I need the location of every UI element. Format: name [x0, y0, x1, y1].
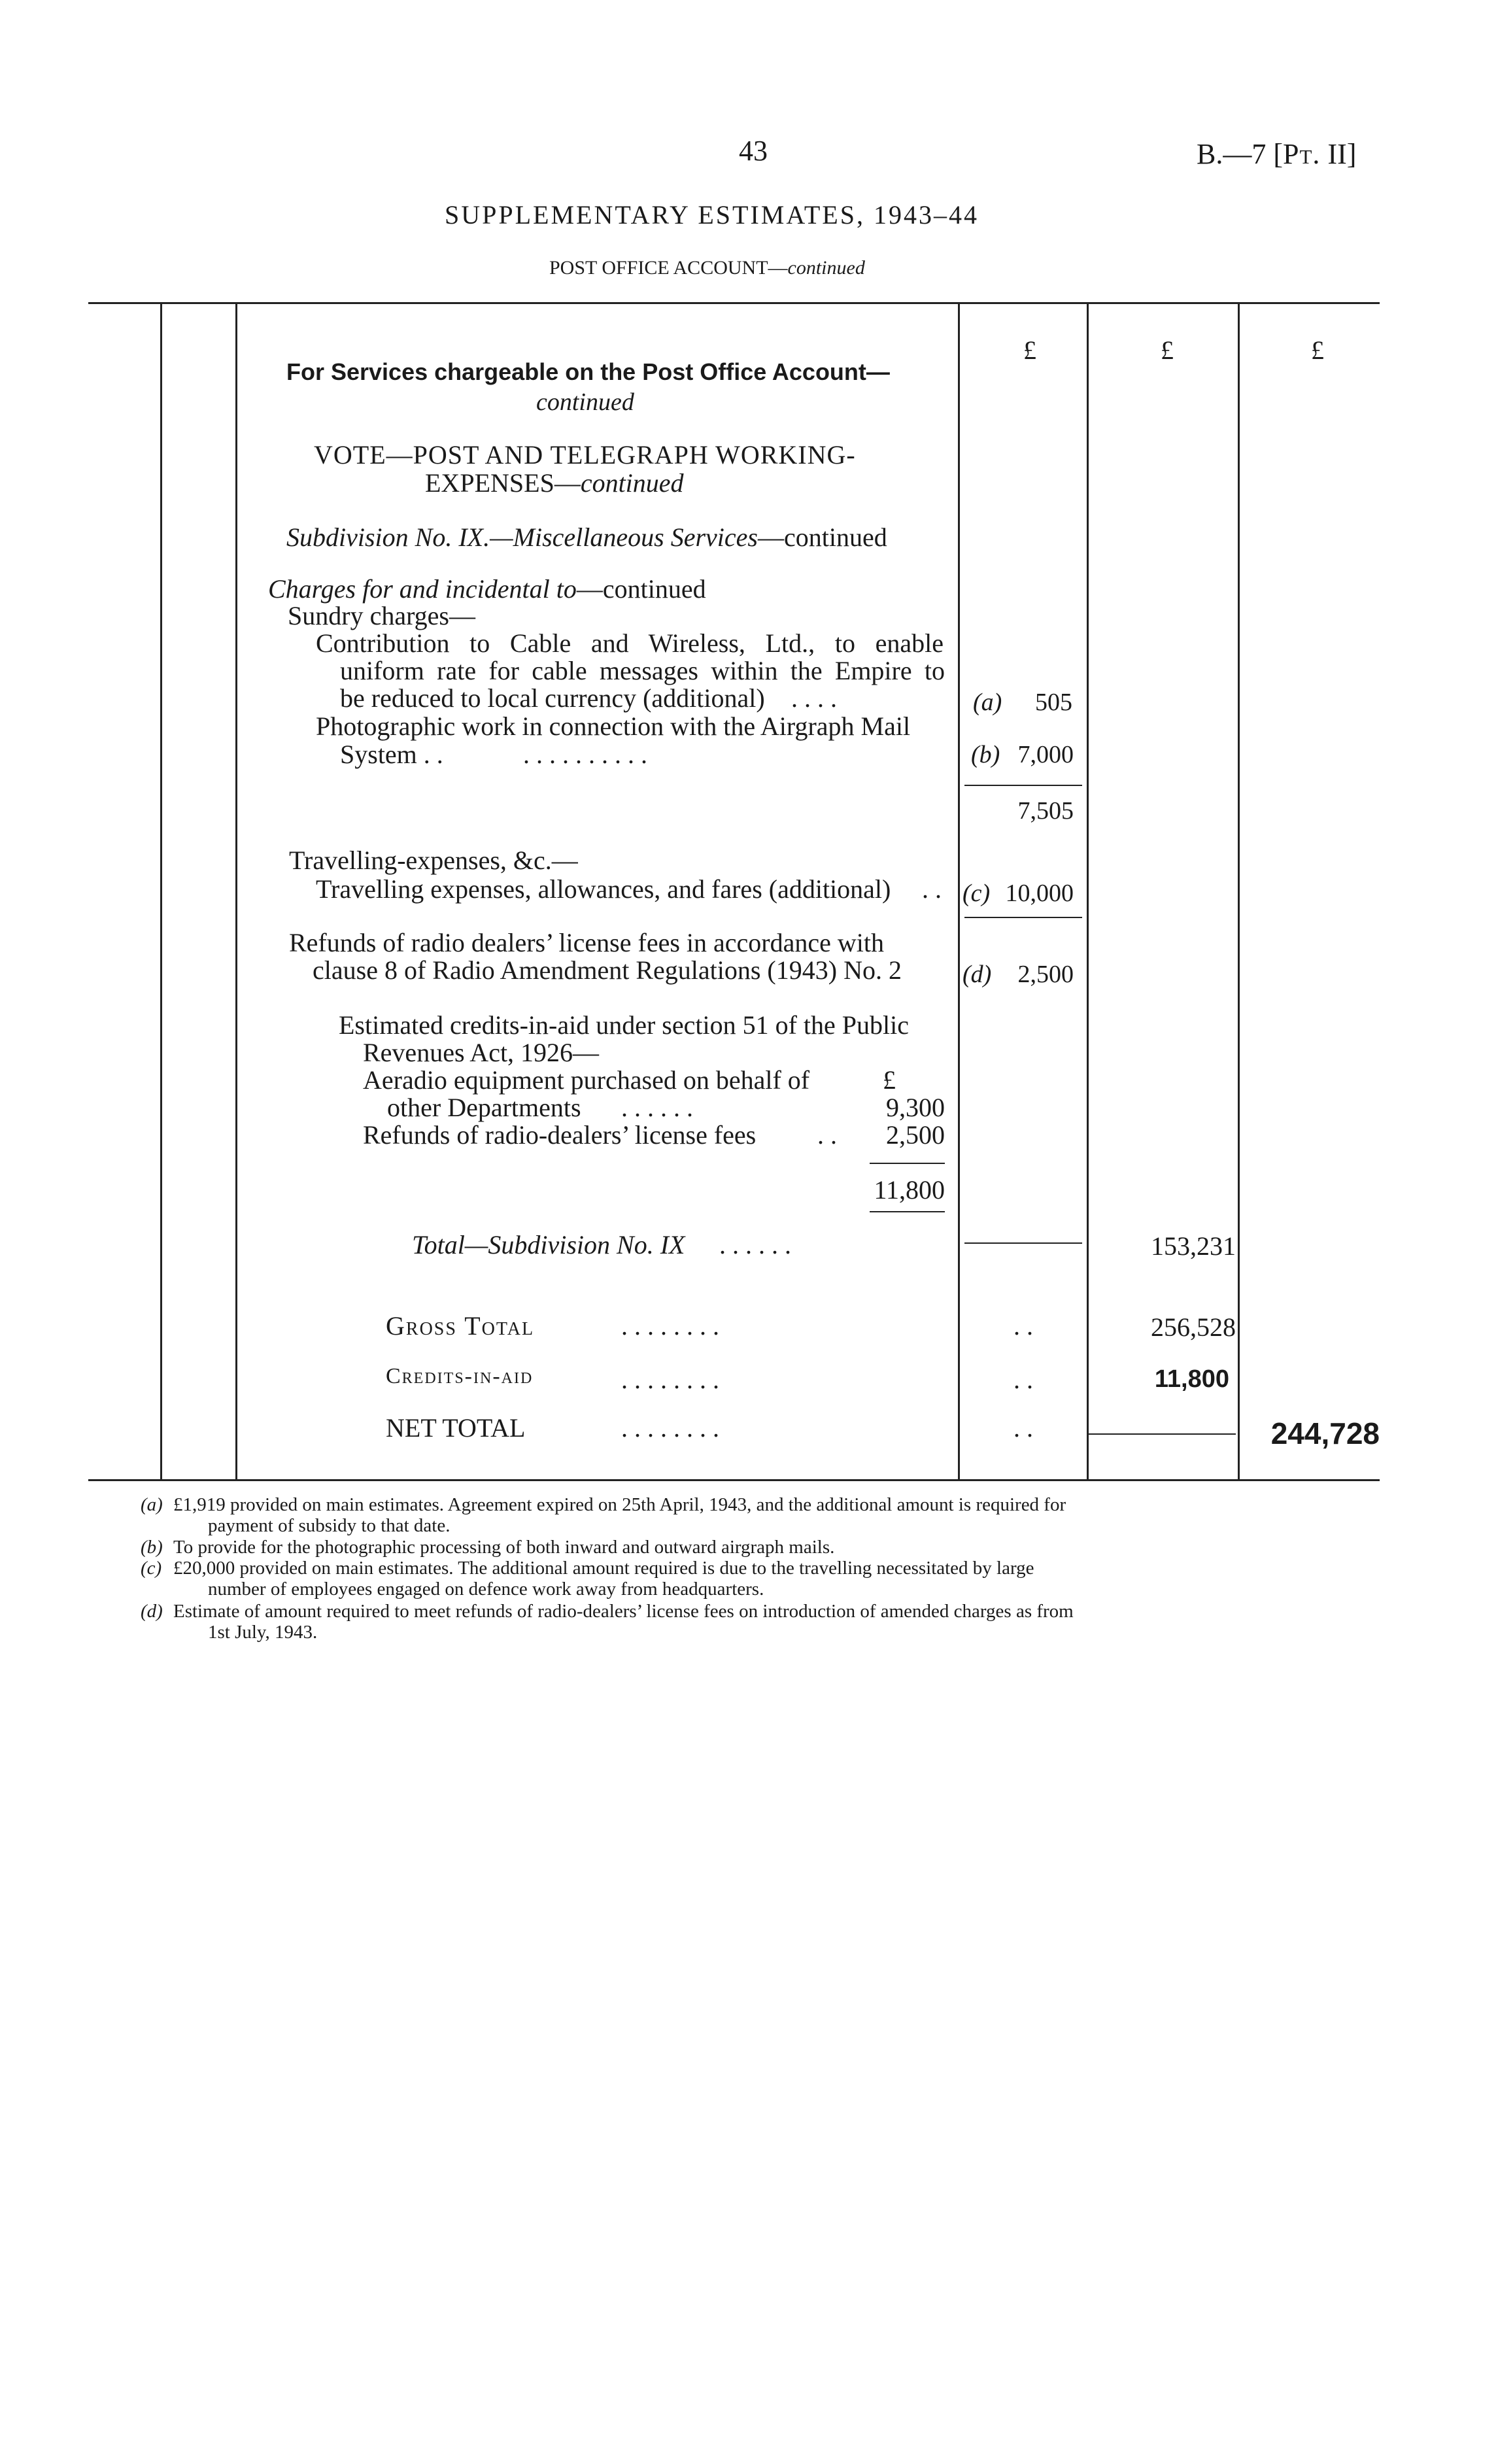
photographic-line-2: System . . — [340, 740, 443, 769]
footnote-c-mark: (c) — [141, 1558, 162, 1579]
credits-in-aid-label: Credits-in-aid — [386, 1364, 534, 1388]
section-heading-continued: continued — [536, 388, 634, 416]
aeradio-amount: 9,300 — [886, 1093, 945, 1122]
footnote-d-line-2: 1st July, 1943. — [208, 1622, 318, 1643]
net-total-col-leaders: . . — [1013, 1413, 1033, 1443]
doc-ref-pt: Pt. — [1283, 138, 1321, 170]
subdivision-total-leaders: . . . . . . — [719, 1230, 791, 1259]
vote-title-line1: VOTE—POST AND TELEGRAPH WORKING- — [314, 440, 856, 470]
table-top-rule — [88, 302, 1380, 304]
footnote-b-line-1: To provide for the photographic processing of both inward and outward airgraph mails. — [173, 1537, 835, 1558]
travelling-note-ref: (c) — [962, 880, 991, 907]
sundry-subtotal-rule — [964, 785, 1082, 786]
subdivision-title: Subdivision No. IX.—Miscellaneous Services — [286, 522, 758, 552]
credits-subtotal-rule-bottom — [870, 1211, 945, 1212]
footnote-c-line-1: £20,000 provided on main estimates. The additional amount required is due to the travelling necessitated by large — [173, 1558, 1034, 1579]
aeradio-line-1: Aeradio equipment purchased on behalf of — [363, 1065, 810, 1095]
section-heading: For Services chargeable on the Post Office Account— — [286, 358, 890, 385]
vote-title-line2 — [425, 468, 684, 498]
photographic-amount: 7,000 — [1017, 741, 1074, 768]
credits-line-1: Estimated credits-in-aid under section 51 of the Public — [339, 1010, 909, 1040]
footnote-a-line-1: £1,919 provided on main estimates. Agreement expired on 25th April, 1943, and the additional amount is required for — [173, 1494, 1066, 1515]
gross-total-amount: 256,528 — [1151, 1312, 1236, 1342]
page-subtitle — [549, 257, 865, 279]
photographic-line-1: Photographic work in connection with the Airgraph Mail — [316, 711, 911, 741]
aeradio-line-2: other Departments — [387, 1093, 581, 1122]
footnote-b-mark: (b) — [141, 1537, 163, 1558]
credits-subtotal: 11,800 — [874, 1175, 945, 1205]
net-total-rule — [1089, 1433, 1236, 1435]
contribution-amount: 505 — [1035, 689, 1072, 716]
column-rule-5 — [1238, 302, 1240, 1479]
vote-title-expenses: EXPENSES— — [425, 468, 581, 498]
sundry-subtotal: 7,505 — [1017, 797, 1074, 825]
aeradio-leaders: . . . . . . — [621, 1093, 693, 1122]
travelling-heading: Travelling-expenses, &c.— — [289, 846, 578, 875]
contribution-line-2: uniform rate for cable messages within the Empire to — [340, 656, 945, 685]
net-total-amount: 244,728 — [1270, 1416, 1380, 1450]
refunds-line-1: Refunds of radio dealers’ license fees in accordance with — [289, 928, 884, 957]
vote-title-continued: continued — [580, 468, 684, 498]
column-heading-3: £ — [1311, 335, 1324, 365]
subdivision-continued: —continued — [757, 522, 887, 552]
column-rule-2 — [235, 302, 237, 1479]
charges-heading-continued: —continued — [576, 574, 706, 604]
footnote-d-line-1: Estimate of amount required to meet refunds of radio-dealers’ license fees on introduction of amended charges as from — [173, 1601, 1074, 1622]
column-rule-4 — [1087, 302, 1089, 1479]
column-rule-3 — [958, 302, 960, 1479]
credits-pound-sign: £ — [883, 1065, 896, 1095]
credits-refunds-line: Refunds of radio-dealers’ license fees — [363, 1120, 757, 1150]
sundry-charges-heading: Sundry charges— — [288, 601, 475, 630]
credits-refunds-leaders: . . — [817, 1120, 837, 1150]
credits-in-aid-leaders: . . . . . . . . — [621, 1365, 719, 1394]
document-reference — [1197, 137, 1356, 171]
contribution-line-3: be reduced to local currency (additional) — [340, 683, 765, 713]
net-total-leaders: . . . . . . . . — [621, 1413, 719, 1443]
subdivision-total-rule — [964, 1242, 1082, 1244]
page-number: 43 — [739, 135, 768, 167]
column-heading-1: £ — [1023, 335, 1036, 365]
subtitle-continued: continued — [787, 257, 865, 279]
photographic-leaders: . . . . . . . . . . — [523, 740, 647, 769]
travelling-amount: 10,000 — [1005, 880, 1074, 907]
charges-heading — [268, 573, 706, 604]
footnote-a-line-2: payment of subsidy to that date. — [208, 1515, 451, 1536]
credits-line-2: Revenues Act, 1926— — [363, 1038, 600, 1067]
footnote-c-line-2: number of employees engaged on defence work away from headquarters. — [208, 1579, 764, 1600]
table-bottom-rule — [88, 1479, 1380, 1481]
refunds-line-2: clause 8 of Radio Amendment Regulations (1943) No. 2 — [313, 955, 902, 985]
contribution-line-1: Contribution to Cable and Wireless, Ltd., to enable — [316, 628, 944, 658]
footnote-d-mark: (d) — [141, 1601, 163, 1622]
subdivision-heading — [286, 522, 887, 553]
column-heading-2: £ — [1161, 335, 1174, 365]
contribution-note-ref: (a) — [973, 689, 1002, 716]
photographic-note-ref: (b) — [971, 741, 1000, 768]
refunds-amount: 2,500 — [1017, 961, 1074, 988]
net-total-label: NET TOTAL — [386, 1413, 526, 1443]
gross-total-label: Gross Total — [386, 1311, 535, 1341]
subdivision-total-amount: 153,231 — [1151, 1231, 1236, 1261]
subdivision-total-label: Total—Subdivision No. IX — [412, 1230, 685, 1259]
contribution-leaders: . . . . — [791, 683, 837, 713]
footnote-a-mark: (a) — [141, 1494, 163, 1515]
page-title: SUPPLEMENTARY ESTIMATES, 1943–44 — [445, 200, 979, 230]
travelling-rule — [964, 917, 1082, 918]
credits-subtotal-rule — [870, 1163, 945, 1164]
subtitle-main: POST OFFICE ACCOUNT— — [549, 257, 788, 279]
doc-ref-main: B.—7 [ — [1197, 138, 1283, 170]
gross-total-leaders: . . . . . . . . — [621, 1311, 719, 1341]
charges-heading-title: Charges for and incidental to — [268, 574, 577, 604]
credits-refunds-amount: 2,500 — [886, 1120, 945, 1150]
travelling-line: Travelling expenses, allowances, and fares (additional) — [316, 874, 891, 904]
credits-in-aid-amount: 11,800 — [1154, 1365, 1229, 1393]
credits-in-aid-col-leaders: . . — [1013, 1365, 1033, 1394]
gross-total-col-leaders: . . — [1013, 1311, 1033, 1341]
doc-ref-end: II] — [1320, 138, 1357, 170]
column-rule-1 — [160, 302, 162, 1479]
travelling-leaders: . . — [922, 874, 942, 904]
refunds-note-ref: (d) — [962, 961, 992, 988]
